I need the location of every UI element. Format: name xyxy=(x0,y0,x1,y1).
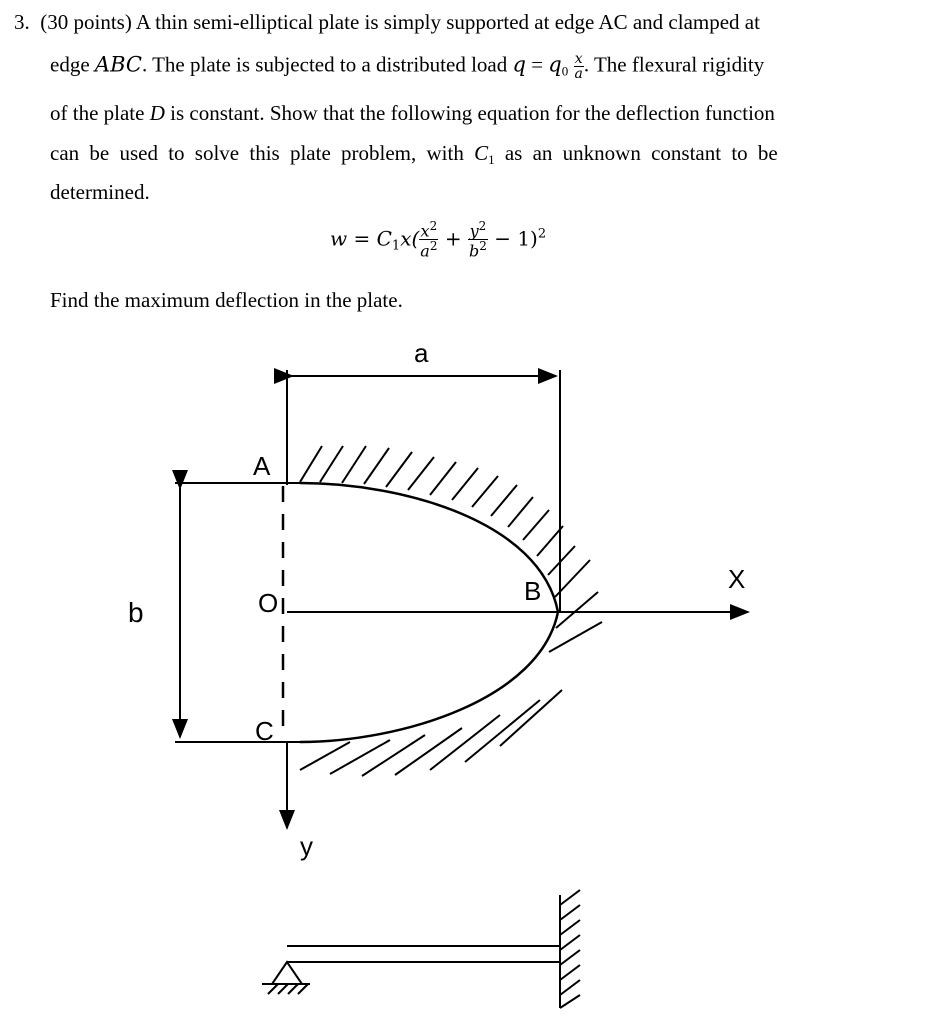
load-q0-sub: 0 xyxy=(561,63,569,79)
y-axis-label: y xyxy=(300,831,313,861)
text-can-be-used: can be used to solve this plate problem, with xyxy=(50,141,464,165)
problem-text-1: A thin semi-elliptical plate is simply supported at edge AC and clamped at xyxy=(135,10,760,34)
load-frac-num: x xyxy=(574,51,583,67)
problem-number: 3. xyxy=(14,10,30,34)
eq-C-sub: 1 xyxy=(391,238,401,254)
label-A: A xyxy=(253,451,271,481)
question-text: Find the maximum deflection in the plate. xyxy=(50,288,403,312)
text-unknown-constant: as an unknown constant to be xyxy=(504,141,778,165)
label-O: O xyxy=(258,588,279,618)
text-of-plate: of the plate xyxy=(50,101,145,125)
eq-tail-sup: 2 xyxy=(537,226,547,242)
eq-f1-num: x xyxy=(420,221,430,241)
text-flexural: . The flexural rigidity xyxy=(583,52,765,77)
load-q0: q xyxy=(548,52,562,77)
side-view-beam xyxy=(262,890,580,1008)
eq-f1-num-sup: 2 xyxy=(429,219,438,233)
constant-C-sub: 1 xyxy=(488,152,495,167)
clamped-hatching-top xyxy=(300,446,590,597)
dim-b-label: b xyxy=(128,597,144,628)
label-B: B xyxy=(524,576,542,606)
text-constant: is constant. Show that the following equation for the deflection function xyxy=(170,101,775,125)
eq-x: x( xyxy=(400,226,420,251)
x-axis-label: X xyxy=(728,564,746,594)
text-load-intro: . The plate is subjected to a distributed load xyxy=(141,52,508,77)
eq-f1-den: a xyxy=(420,241,430,261)
eq-f1-den-sup: 2 xyxy=(429,239,438,254)
dim-a-label: a xyxy=(414,338,429,368)
eq-tail: − 1) xyxy=(494,226,538,251)
constant-C: C xyxy=(474,141,489,165)
eq-C: C xyxy=(376,226,392,251)
load-frac-den: a xyxy=(574,66,583,82)
eq-plus: + xyxy=(444,226,462,251)
problem-points: (30 points) xyxy=(40,10,132,34)
load-q: q xyxy=(512,52,526,77)
eq-f2-num-sup: 2 xyxy=(478,219,487,233)
label-C: C xyxy=(255,716,274,746)
eq-f2-num: y xyxy=(469,221,479,241)
text-edge: edge xyxy=(50,52,90,77)
rigidity-D: D xyxy=(149,101,165,125)
edge-abc: ABC xyxy=(94,52,142,77)
load-equals: = xyxy=(531,52,544,77)
eq-f2-den: b xyxy=(468,241,480,261)
eq-w: w xyxy=(330,226,348,251)
eq-equals: = xyxy=(353,226,371,251)
eq-f2-den-sup: 2 xyxy=(479,239,487,254)
text-determined: determined. xyxy=(50,180,150,204)
